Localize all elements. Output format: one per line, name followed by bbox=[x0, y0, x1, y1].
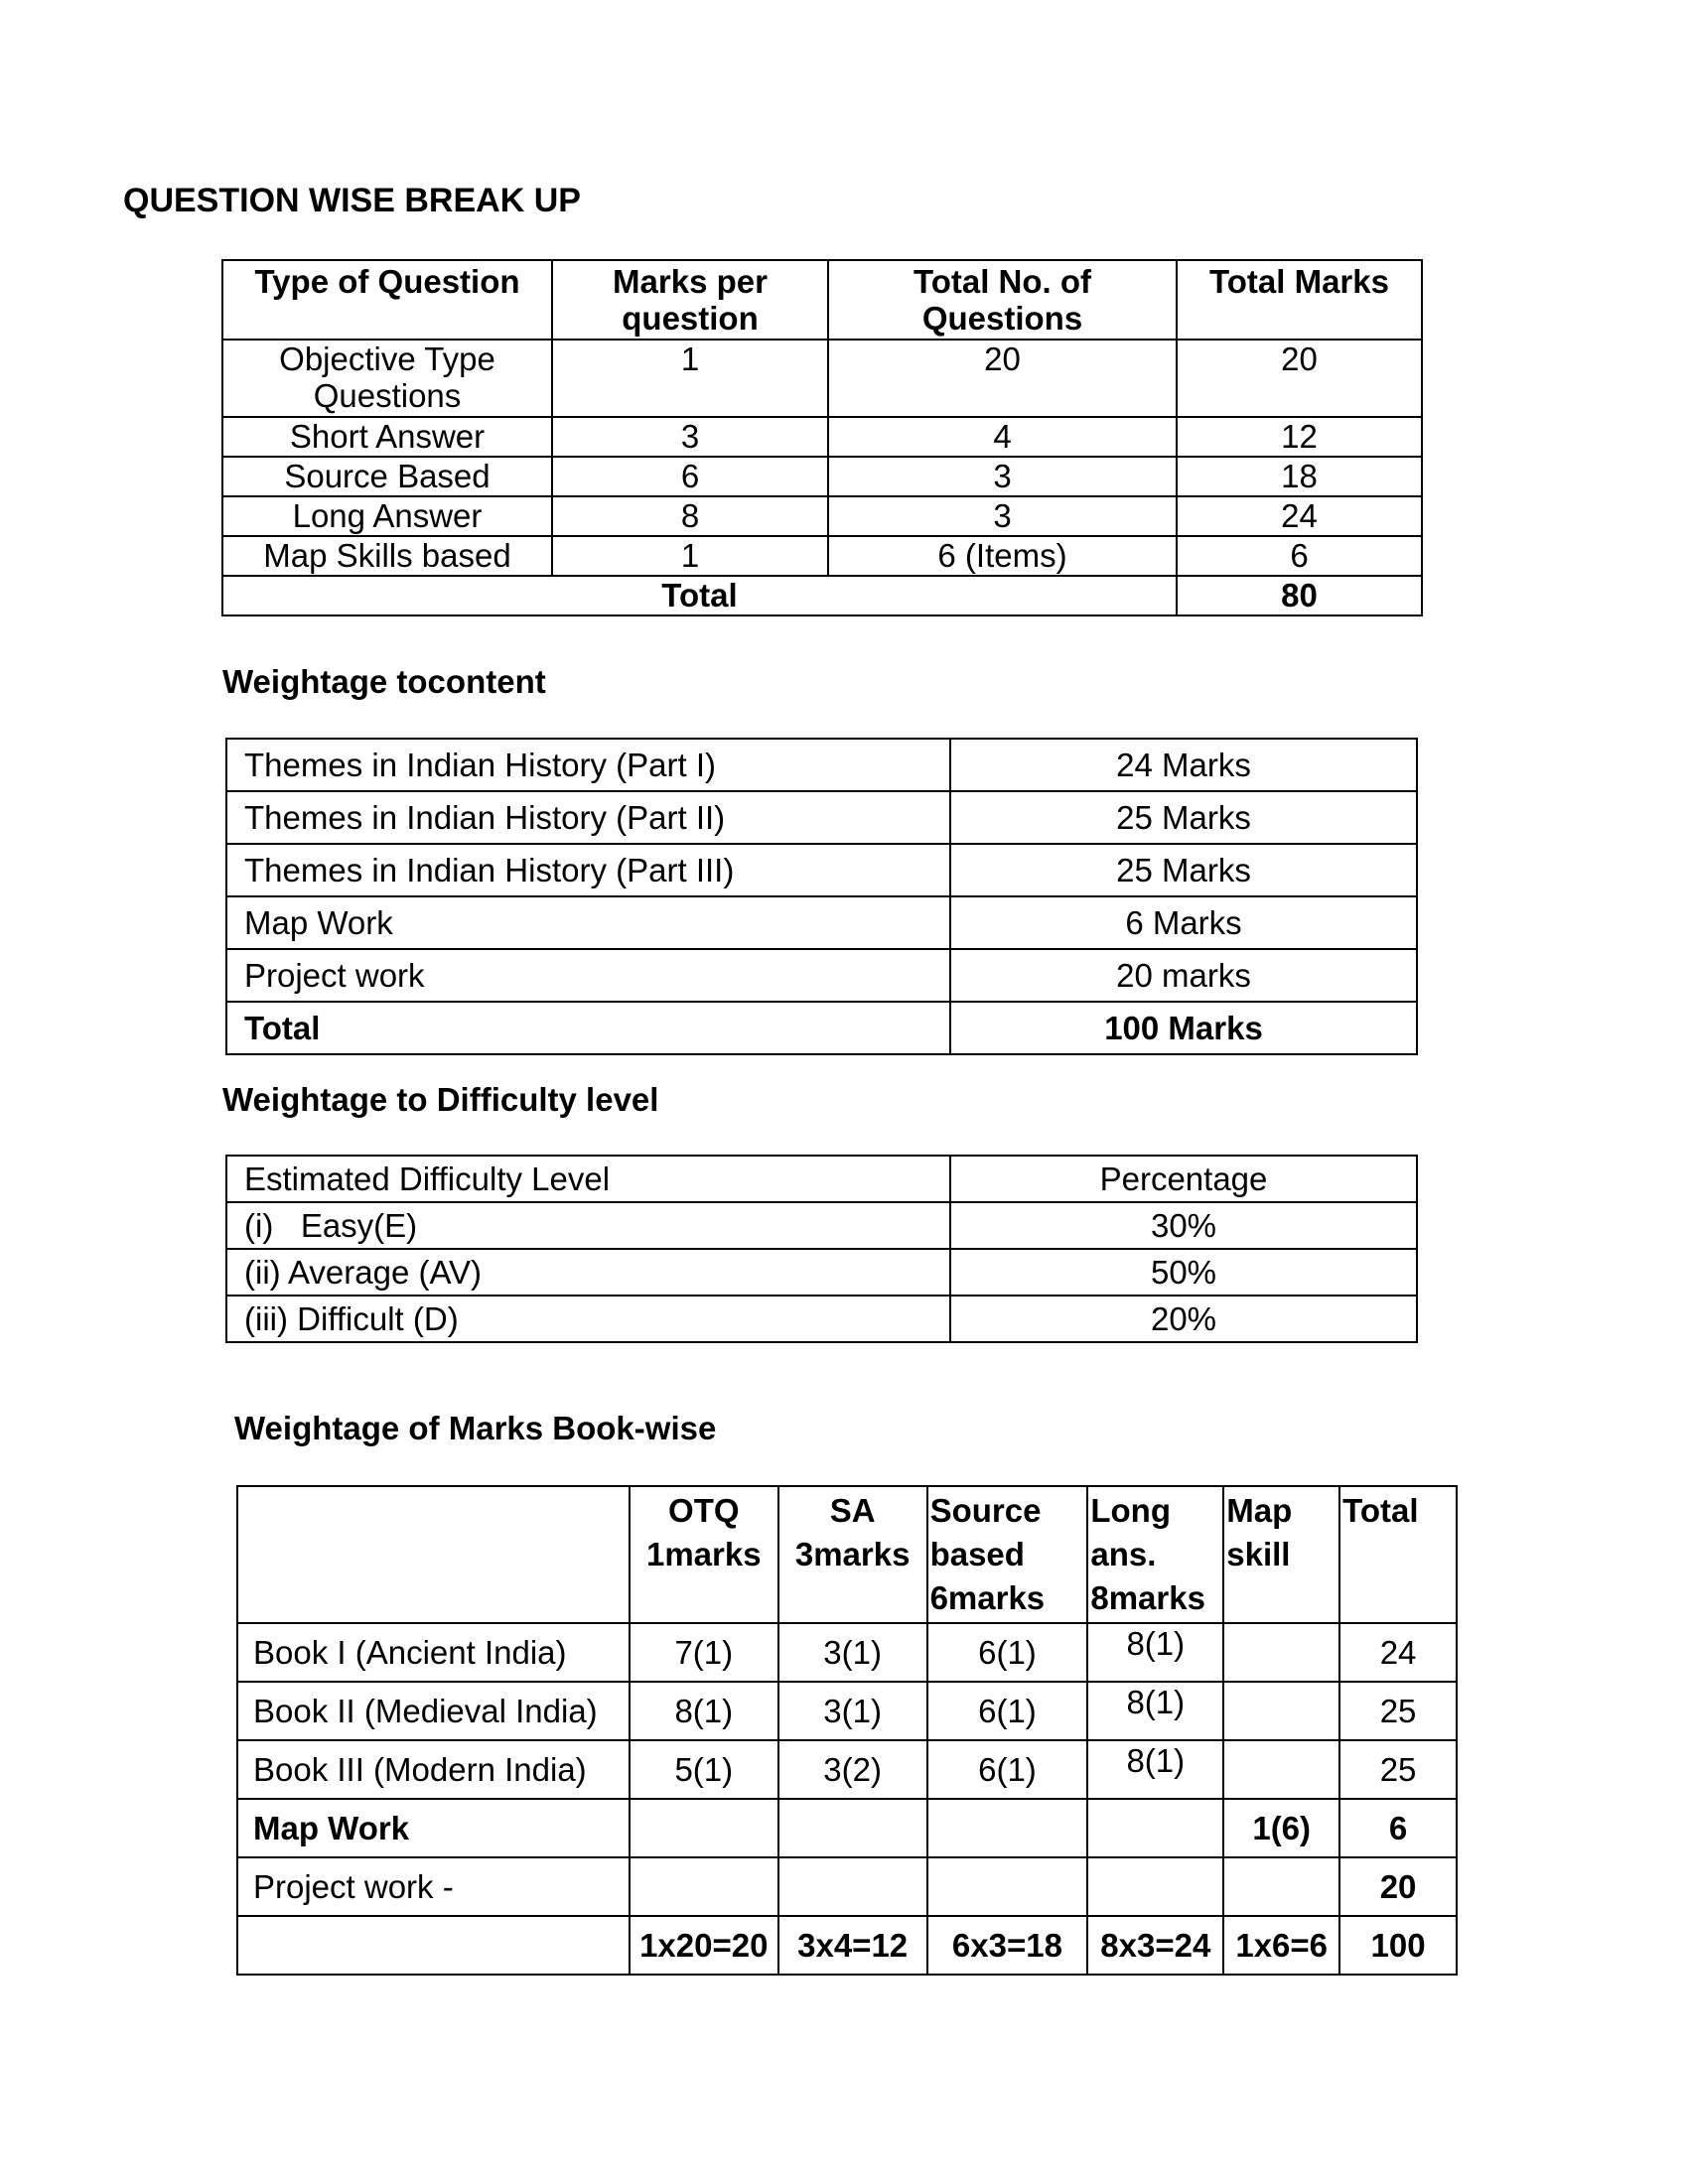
table-row bbox=[222, 417, 1422, 457]
total-marks-cell: 6 bbox=[1177, 536, 1422, 576]
header-line: Total bbox=[1342, 1492, 1419, 1529]
table-row bbox=[226, 896, 1417, 949]
sa-cell: 3(2) bbox=[778, 1740, 927, 1799]
table-row bbox=[226, 949, 1417, 1002]
table-header-row bbox=[222, 260, 1422, 340]
header-line: 6marks bbox=[929, 1579, 1046, 1616]
table-total-row bbox=[222, 576, 1422, 615]
table-row bbox=[237, 1799, 1457, 1857]
content-marks-cell: 25 Marks bbox=[950, 844, 1417, 896]
total-cell: 24 bbox=[1339, 1623, 1457, 1682]
table-total-row bbox=[226, 1002, 1417, 1054]
marks-per-question-cell: 6 bbox=[552, 457, 828, 496]
table-header-row bbox=[226, 1156, 1417, 1202]
content-name-cell: Project work bbox=[226, 949, 950, 1002]
question-type-cell: Short Answer bbox=[222, 417, 552, 457]
column-header: Percentage bbox=[950, 1156, 1417, 1202]
book-name-cell: Book II (Medieval India) bbox=[237, 1682, 630, 1740]
question-type-cell: Objective Type Questions bbox=[222, 340, 552, 417]
total-cell: 25 bbox=[1339, 1682, 1457, 1740]
total-value: 80 bbox=[1177, 576, 1422, 615]
header-line: Map bbox=[1226, 1492, 1293, 1529]
otq-cell: 8(1) bbox=[630, 1682, 778, 1740]
content-weightage-table bbox=[225, 738, 1418, 1055]
marks-per-question-cell: 8 bbox=[552, 496, 828, 536]
column-header: Total No. of Questions bbox=[828, 260, 1177, 340]
book-wise-table bbox=[236, 1485, 1458, 1976]
header-line: 3marks bbox=[794, 1536, 911, 1572]
long-answer-cell: 8(1) bbox=[1087, 1740, 1223, 1799]
column-header-otq bbox=[630, 1486, 778, 1623]
total-cell: 20 bbox=[1339, 1857, 1457, 1916]
table-row bbox=[237, 1740, 1457, 1799]
table-row bbox=[226, 1202, 1417, 1249]
difficulty-level-cell: (iii) Difficult (D) bbox=[226, 1296, 950, 1342]
table-row bbox=[222, 457, 1422, 496]
question-type-cell: Map Skills based bbox=[222, 536, 552, 576]
map-skill-cell: 1x6=6 bbox=[1223, 1916, 1339, 1975]
otq-cell bbox=[630, 1799, 778, 1857]
header-line: Long bbox=[1090, 1492, 1171, 1529]
question-count-cell: 3 bbox=[828, 496, 1177, 536]
section-heading-book-wise: Weightage of Marks Book-wise bbox=[234, 1410, 717, 1446]
section-heading-content: Weightage tocontent bbox=[222, 663, 546, 700]
table-row bbox=[226, 844, 1417, 896]
marks-per-question-cell: 3 bbox=[552, 417, 828, 457]
column-header: Estimated Difficulty Level bbox=[226, 1156, 950, 1202]
header-line: 8marks bbox=[1090, 1579, 1205, 1616]
sa-cell: 3(1) bbox=[778, 1682, 927, 1740]
content-marks-cell: 25 Marks bbox=[950, 791, 1417, 844]
content-name-cell: Themes in Indian History (Part III) bbox=[226, 844, 950, 896]
total-value: 100 Marks bbox=[950, 1002, 1417, 1054]
percentage-cell: 50% bbox=[950, 1249, 1417, 1296]
section-heading-question-wise: QUESTION WISE BREAK UP bbox=[123, 182, 581, 219]
difficulty-table bbox=[225, 1155, 1418, 1343]
table-row bbox=[222, 340, 1422, 417]
header-line: SA bbox=[829, 1492, 876, 1529]
question-count-cell: 4 bbox=[828, 417, 1177, 457]
content-name-cell: Themes in Indian History (Part I) bbox=[226, 739, 950, 791]
map-skill-cell bbox=[1223, 1682, 1339, 1740]
table-row bbox=[226, 1249, 1417, 1296]
question-count-cell: 6 (Items) bbox=[828, 536, 1177, 576]
question-type-cell: Long Answer bbox=[222, 496, 552, 536]
question-type-cell: Source Based bbox=[222, 457, 552, 496]
percentage-cell: 30% bbox=[950, 1202, 1417, 1249]
source-based-cell: 6(1) bbox=[927, 1740, 1088, 1799]
header-line: 1marks bbox=[645, 1536, 762, 1572]
table-row bbox=[226, 1296, 1417, 1342]
column-header-source-based bbox=[927, 1486, 1088, 1623]
sa-cell bbox=[778, 1799, 927, 1857]
total-cell: 25 bbox=[1339, 1740, 1457, 1799]
header-line: skill bbox=[1226, 1536, 1291, 1572]
column-header: Marks per question bbox=[552, 260, 828, 340]
source-based-cell bbox=[927, 1857, 1088, 1916]
long-answer-cell bbox=[1087, 1857, 1223, 1916]
difficulty-level-cell: (i) Easy(E) bbox=[226, 1202, 950, 1249]
otq-cell bbox=[630, 1857, 778, 1916]
table-row bbox=[237, 1857, 1457, 1916]
map-skill-cell bbox=[1223, 1857, 1339, 1916]
question-count-cell: 3 bbox=[828, 457, 1177, 496]
header-line: based bbox=[929, 1536, 1025, 1572]
content-marks-cell: 6 Marks bbox=[950, 896, 1417, 949]
source-based-cell: 6(1) bbox=[927, 1623, 1088, 1682]
section-heading-difficulty: Weightage to Difficulty level bbox=[222, 1081, 659, 1118]
book-name-cell: Map Work bbox=[237, 1799, 630, 1857]
otq-cell: 7(1) bbox=[630, 1623, 778, 1682]
source-based-cell: 6x3=18 bbox=[927, 1916, 1088, 1975]
question-count-cell: 20 bbox=[828, 340, 1177, 417]
map-skill-cell bbox=[1223, 1623, 1339, 1682]
long-answer-cell: 8(1) bbox=[1087, 1623, 1223, 1682]
header-line: Source bbox=[929, 1492, 1042, 1529]
total-cell: 6 bbox=[1339, 1799, 1457, 1857]
difficulty-level-cell: (ii) Average (AV) bbox=[226, 1249, 950, 1296]
column-header-map-skill bbox=[1223, 1486, 1339, 1623]
long-answer-cell: 8x3=24 bbox=[1087, 1916, 1223, 1975]
table-row bbox=[226, 739, 1417, 791]
long-answer-cell bbox=[1087, 1799, 1223, 1857]
table-total-row bbox=[237, 1916, 1457, 1975]
content-marks-cell: 24 Marks bbox=[950, 739, 1417, 791]
content-marks-cell: 20 marks bbox=[950, 949, 1417, 1002]
source-based-cell bbox=[927, 1799, 1088, 1857]
total-label: Total bbox=[226, 1002, 950, 1054]
book-name-cell: Book III (Modern India) bbox=[237, 1740, 630, 1799]
total-cell: 100 bbox=[1339, 1916, 1457, 1975]
total-marks-cell: 24 bbox=[1177, 496, 1422, 536]
book-name-cell: Book I (Ancient India) bbox=[237, 1623, 630, 1682]
column-header-sa bbox=[778, 1486, 927, 1623]
long-answer-cell: 8(1) bbox=[1087, 1682, 1223, 1740]
sa-cell bbox=[778, 1857, 927, 1916]
table-row bbox=[222, 536, 1422, 576]
percentage-cell: 20% bbox=[950, 1296, 1417, 1342]
source-based-cell: 6(1) bbox=[927, 1682, 1088, 1740]
column-header-total bbox=[1339, 1486, 1457, 1623]
table-row bbox=[226, 791, 1417, 844]
map-skill-cell bbox=[1223, 1740, 1339, 1799]
total-label: Total bbox=[222, 576, 1177, 615]
table-row bbox=[222, 496, 1422, 536]
column-header: Type of Question bbox=[222, 260, 552, 340]
empty-header-cell bbox=[237, 1486, 630, 1623]
column-header: Total Marks bbox=[1177, 260, 1422, 340]
column-header-long-answer bbox=[1087, 1486, 1223, 1623]
question-breakup-table bbox=[221, 259, 1423, 616]
table-header-row bbox=[237, 1486, 1457, 1623]
header-line: OTQ bbox=[668, 1492, 740, 1529]
otq-cell: 1x20=20 bbox=[630, 1916, 778, 1975]
map-skill-cell: 1(6) bbox=[1223, 1799, 1339, 1857]
marks-per-question-cell: 1 bbox=[552, 536, 828, 576]
content-name-cell: Themes in Indian History (Part II) bbox=[226, 791, 950, 844]
book-name-cell: Project work - bbox=[237, 1857, 630, 1916]
sa-cell: 3(1) bbox=[778, 1623, 927, 1682]
total-marks-cell: 20 bbox=[1177, 340, 1422, 417]
otq-cell: 5(1) bbox=[630, 1740, 778, 1799]
sa-cell: 3x4=12 bbox=[778, 1916, 927, 1975]
table-row bbox=[237, 1682, 1457, 1740]
total-marks-cell: 12 bbox=[1177, 417, 1422, 457]
header-line: ans. bbox=[1090, 1536, 1157, 1572]
total-marks-cell: 18 bbox=[1177, 457, 1422, 496]
table-row bbox=[237, 1623, 1457, 1682]
book-name-cell bbox=[237, 1916, 630, 1975]
content-name-cell: Map Work bbox=[226, 896, 950, 949]
marks-per-question-cell: 1 bbox=[552, 340, 828, 417]
